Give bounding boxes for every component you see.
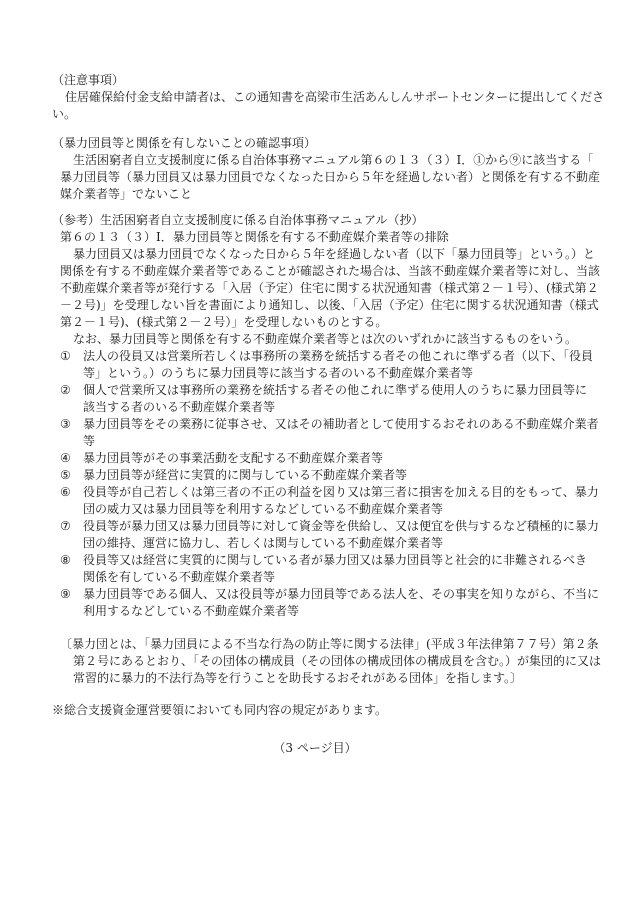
- bracket-note-line-1: 〔暴力団とは、「暴力団員による不当な行為の防止等に関する法律」(平成３年法律第７７号）第２条: [60, 637, 599, 651]
- list-item-text: 関係を有している不動産媒介業者等: [83, 570, 276, 584]
- list-item-text: 暴力団員等が経営に実質的に関与している不動産媒介業者等: [83, 468, 408, 482]
- notice-heading: （注意事項）: [52, 73, 125, 87]
- list-item-number: ⑤: [60, 468, 71, 482]
- list-item-number: ①: [60, 349, 71, 363]
- notice-line-2: い。: [52, 107, 77, 121]
- notice-line-1: 住居確保給付金支給申請者は、この通知書を高梁市生活あんしんサポートセンターに提出してくださ: [65, 90, 605, 104]
- reference-para1-line-1: 暴力団員又は暴力団員でなくなった日から５年を経過しない者（以下「暴力団員等」という。）と: [73, 247, 596, 261]
- list-item-text: 暴力団員等がその事業活動を支配する不動産媒介業者等: [83, 451, 384, 465]
- reference-para1-line-5: 第２－１号)、(様式第２－２号）」を受理しないものとする。: [60, 315, 388, 329]
- list-item-number: ⑥: [60, 485, 71, 499]
- reference-para1-line-3: 不動産媒介業者等が発行する「入居（予定）住宅に関する状況通知書（様式第２－１号）、(様式第２: [60, 281, 599, 295]
- list-item-text: 役員等が自己若しくは第三者の不正の利益を図り又は第三者に損害を加える目的をもって、暴力: [83, 485, 599, 499]
- list-item-number: ②: [60, 383, 71, 397]
- general-note: ※総合支援資金運営要領においても同内容の規定があります。: [52, 703, 388, 717]
- list-item-text: 等: [83, 434, 96, 448]
- list-item-text: 暴力団員等をその業務に従事させ、又はその補助者として使用するおそれのある不動産媒介業者: [83, 417, 599, 431]
- reference-heading: （参考）生活困窮者自立支援制度に係る自治体事務マニュアル（抄）: [52, 213, 424, 227]
- reference-para1-line-4: －２号)」を受理しない旨を書面により通知し、以後、「入居（予定）住宅に関する状況通知書（様式: [60, 298, 599, 312]
- list-item-number: ④: [60, 451, 71, 465]
- list-item-text: 法人の役員又は営業所若しくは事務所の業務を統括する者その他これに準ずる者（以下、「役員: [83, 349, 594, 363]
- confirm-line-3: 媒介業者等」でないこと: [60, 187, 193, 201]
- list-item-text: 暴力団員等である個人、又は役員等が暴力団員等である法人を、その事実を知りながら、不当に: [83, 587, 600, 601]
- confirm-line-1: 生活困窮者自立支援制度に係る自治体事務マニュアル第６の１３（３）Ⅰ．①から⑨に該当する「: [73, 153, 594, 167]
- reference-subheading: 第６の１３（３）Ⅰ．暴力団員等と関係を有する不動産媒介業者等の排除: [60, 230, 449, 244]
- confirm-line-2: 暴力団員等（暴力団員又は暴力団員でなくなった日から５年を経過しない者）と関係を有する不動産: [60, 170, 601, 184]
- reference-para1-line-2: 関係を有する不動産媒介業者等であることが確認された場合は、当該不動産媒介業者等に対し、当該: [60, 264, 601, 278]
- list-item-text: 役員等又は経営に実質的に関与している者が暴力団又は暴力団員等と社会的に非難されるべき: [83, 553, 588, 567]
- list-item-text: 等」という。）のうちに暴力団員等に該当する者のいる不動産媒介業者等: [83, 366, 474, 380]
- list-item-number: ③: [60, 417, 71, 431]
- list-item-number: ⑦: [60, 519, 71, 533]
- list-item-text: 該当する者のいる不動産媒介業者等: [83, 400, 276, 414]
- confirm-heading: （暴力団員等と関係を有しないことの確認事項）: [52, 136, 317, 150]
- list-item-number: ⑧: [60, 553, 71, 567]
- bracket-note-line-3: 常習的に暴力的不法行為等を行うことを助長するおそれがある団体」を指します。〕: [73, 671, 523, 685]
- list-item-text: 個人で営業所又は事務所の業務を統括する者その他これに準ずる使用人のうちに暴力団員等に: [83, 383, 588, 397]
- reference-para2: なお、暴力団員等と関係を有する不動産媒介業者等とは次のいずれかに該当するものをいう。: [73, 332, 578, 346]
- list-item-number: ⑨: [60, 587, 71, 601]
- list-item-text: 利用するなどしている不動産媒介業者等: [83, 604, 300, 618]
- list-item-text: 団の威力又は暴力団員等を利用するなどしている不動産媒介業者等: [83, 502, 444, 516]
- page-number: （3 ページ目）: [273, 741, 357, 755]
- list-item-text: 団の維持、運営に協力し、若しくは関与している不動産媒介業者等: [83, 536, 444, 550]
- list-item-text: 役員等が暴力団又は暴力団員等に対して資金等を供給し、又は便宜を供与するなど積極的に暴力: [83, 519, 600, 533]
- bracket-note-line-2: 第２号にあるとおり、「その団体の構成員（その団体の構成団体の構成員を含む。）が集団的に又は: [73, 654, 602, 668]
